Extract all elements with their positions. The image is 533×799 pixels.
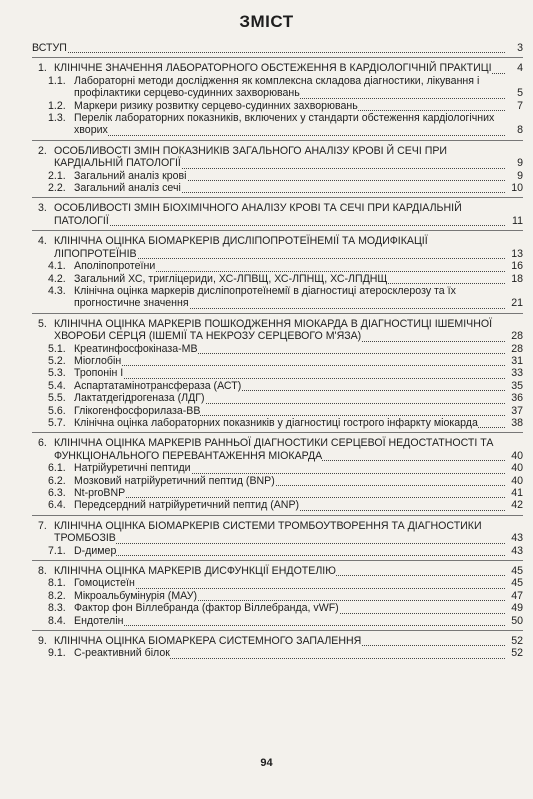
toc-subsection (32, 487, 523, 499)
toc-entry-number: 1. (38, 62, 47, 75)
toc-page-number: 42 (511, 499, 523, 512)
toc-page-number: 28 (511, 342, 523, 355)
toc-subsection (32, 170, 523, 182)
toc-entry-number: 7.1. (48, 544, 66, 557)
dot-leader (74, 134, 505, 136)
toc-page-number: 5 (517, 87, 523, 100)
dot-leader (32, 51, 505, 53)
toc-chapter (32, 565, 523, 577)
toc-subsection (32, 602, 523, 614)
toc-subsection (32, 545, 523, 557)
toc-entry-number: 5.1. (48, 342, 66, 355)
dot-leader (74, 624, 505, 626)
toc-page-number: 10 (511, 182, 523, 195)
toc-page-number: 52 (511, 647, 523, 660)
section-divider (32, 140, 523, 141)
dot-leader (54, 542, 505, 544)
dot-leader (74, 377, 505, 379)
toc-page-number: 18 (511, 272, 523, 285)
toc-subsection (32, 112, 523, 137)
toc-chapter (32, 318, 523, 343)
dot-leader (74, 364, 505, 366)
toc-page-number: 43 (511, 532, 523, 545)
toc-page-number: 3 (517, 42, 523, 54)
toc-entry-title: Nt-proBNP (74, 487, 126, 499)
toc-entry-number: 5.5. (48, 392, 66, 405)
toc-page-number: 40 (511, 474, 523, 487)
toc-entry-number: 1.1. (48, 74, 66, 87)
toc-entry-title: Маркери ризику розвитку серцево-судинних захворювань (74, 99, 358, 112)
toc-subsection (32, 475, 523, 487)
toc-entry-number: 8.2. (48, 589, 66, 602)
toc-entry-title: Натрійуретичні пептиди (74, 462, 191, 475)
dot-leader (74, 587, 505, 589)
toc-entry-number: 8.1. (48, 577, 66, 590)
toc-subsection (32, 405, 523, 417)
toc-entry-number: 6.2. (48, 474, 66, 487)
toc-entry-title: Клінічна оцінка маркерів дисліпопротеїнемії в діагностиці атеросклерозу та їх прогностичне значення (74, 284, 456, 310)
toc-entry-title: Загальний аналіз крові (74, 169, 187, 182)
section-divider (32, 197, 523, 198)
toc-page-number: 43 (511, 544, 523, 557)
toc-page-number: 4 (517, 62, 523, 75)
dot-leader (74, 554, 505, 556)
toc-subsection (32, 392, 523, 404)
section-divider (32, 630, 523, 631)
toc-subsection (32, 615, 523, 627)
toc-entry-number: 9.1. (48, 647, 66, 660)
toc-subsection (32, 260, 523, 272)
toc-page-number: 45 (511, 577, 523, 590)
toc-entry-title: Тропонін І (74, 367, 124, 380)
toc-page-number: 49 (511, 602, 523, 615)
toc-subsection (32, 273, 523, 285)
toc-subsection (32, 355, 523, 367)
toc-page-number: 40 (511, 462, 523, 475)
toc-page-number: 7 (517, 99, 523, 112)
toc-entry-title: Загальний аналіз сечі (74, 182, 181, 195)
toc-page-number: 28 (511, 330, 523, 343)
toc-entry-number: 8. (38, 565, 47, 578)
toc-entry-number: 4.1. (48, 260, 66, 273)
toc-subsection (32, 590, 523, 602)
toc-page-number: 41 (511, 487, 523, 499)
toc-entry-title: Загальний ХС, тригліцериди, ХС-ЛПВЩ, ХС-ЛПНЩ, ХС-ЛПДНЩ (74, 272, 388, 285)
toc-entry-title: Перелік лабораторних показників, включених у стандарти обстеження кардіологічних хворих (74, 112, 495, 137)
toc-chapter (32, 145, 523, 170)
toc-entry-number: 1.2. (48, 99, 66, 112)
toc-entry-title: КЛІНІЧНА ОЦІНКА БІОМАРКЕРІВ СИСТЕМИ ТРОМБОУТВОРЕННЯ ТА ДІАГНОСТИКИ ТРОМБОЗІВ (54, 519, 482, 545)
toc-entry-title: Креатинфосфокіназа-МВ (74, 342, 198, 355)
toc-entry-number: 6.1. (48, 462, 66, 475)
toc-entry-number: 2.2. (48, 182, 66, 195)
toc-subsection (32, 100, 523, 112)
toc-page-number: 8 (517, 124, 523, 137)
toc-entry-number: 4.2. (48, 272, 66, 285)
toc-entry-title: Передсердний натрійуретичний пептид (ANP) (74, 499, 300, 512)
toc-subsection (32, 367, 523, 379)
toc-entry-number: 5.4. (48, 379, 66, 392)
toc-subsection (32, 285, 523, 310)
toc-entry-title: Аполіпопротеїни (74, 260, 156, 273)
toc-entry-title: КЛІНІЧНА ОЦІНКА МАРКЕРІВ ПОШКОДЖЕННЯ МІОКАРДА В ДІАГНОСТИЦІ ІШЕМІЧНОЇ ХВОРОБИ СЕРЦЯ (ІШЕМІЇ ТА НЕКРОЗУ СЕРЦЕВОГО М'ЯЗА) (54, 317, 493, 343)
toc-entry-number: 1.3. (48, 112, 66, 125)
section-divider (32, 230, 523, 231)
section-divider (32, 313, 523, 314)
section-divider (32, 57, 523, 58)
section-divider (32, 560, 523, 561)
toc-entry-number: 4.3. (48, 284, 66, 297)
toc-entry-number: 5.7. (48, 416, 66, 429)
toc-entry-title: ОСОБЛИВОСТІ ЗМІН БІОХІМІЧНОГО АНАЛІЗУ КРОВІ ТА СЕЧІ ПРИ КАРДІАЛЬНІЙ ПАТОЛОГІЇ (54, 202, 462, 227)
toc-subsection (32, 577, 523, 589)
toc-chapter (32, 235, 523, 260)
toc-subsection (32, 380, 523, 392)
toc-chapter (32, 62, 523, 74)
section-divider (32, 515, 523, 516)
toc-page-number: 36 (511, 392, 523, 405)
toc-entry-number: 5.3. (48, 367, 66, 380)
toc-entry-title: Гомоцистеїн (74, 577, 135, 590)
toc-page-number: 13 (511, 247, 523, 260)
toc-entry-number: 2.1. (48, 169, 66, 182)
toc-entry-number: 8.4. (48, 614, 66, 627)
table-of-contents (32, 42, 523, 660)
toc-page-number: 45 (511, 565, 523, 578)
toc-entry-number: 2. (38, 144, 47, 157)
toc-entry-number: 5. (38, 317, 47, 330)
toc-subsection (32, 647, 523, 659)
toc-page-number: 38 (511, 416, 523, 429)
toc-chapter (32, 437, 523, 462)
toc-entry-title: Ендотелін (74, 614, 124, 627)
toc-page-number: 37 (511, 404, 523, 417)
toc-page-number: 9 (517, 157, 523, 170)
page-title: ЗМІСТ (239, 12, 294, 31)
toc-subsection (32, 343, 523, 355)
toc-entry (32, 42, 523, 54)
toc-entry-number: 7. (38, 519, 47, 532)
toc-page-number: 50 (511, 614, 523, 627)
toc-entry-title: Глікогенфосфорилаза-ВВ (74, 404, 201, 417)
toc-entry-title: D-димер (74, 544, 117, 557)
toc-page-number: 33 (511, 367, 523, 380)
page-number: 94 (260, 757, 273, 769)
toc-page-number: 47 (511, 589, 523, 602)
toc-chapter (32, 520, 523, 545)
toc-subsection (32, 462, 523, 474)
toc-page-number: 9 (517, 169, 523, 182)
toc-page-number: 31 (511, 354, 523, 367)
toc-page-number: 16 (511, 260, 523, 273)
toc-entry-title: Аспартатамінотрансфераза (АСТ) (74, 379, 242, 392)
toc-entry-number: 6.3. (48, 487, 66, 499)
toc-entry-title: КЛІНІЧНА ОЦІНКА МАРКЕРІВ РАННЬОЇ ДІАГНОСТИКИ СЕРЦЕВОЇ НЕДОСТАТНОСТІ ТА ФУНКЦІОНАЛЬНОГО ПЕРЕВАНТАЖЕННЯ МІОКАРДА (54, 437, 494, 462)
toc-entry-number: 6.4. (48, 499, 66, 512)
toc-entry-number: 8.3. (48, 602, 66, 615)
toc-subsection (32, 75, 523, 100)
toc-entry-title: Міоглобін (74, 354, 122, 367)
toc-subsection (32, 182, 523, 194)
toc-subsection (32, 499, 523, 511)
toc-entry-title: КЛІНІЧНА ОЦІНКА МАРКЕРІВ ДИСФУНКЦІЇ ЕНДОТЕЛІЮ (54, 565, 336, 578)
toc-entry-title: ОСОБЛИВОСТІ ЗМІН ПОКАЗНИКІВ ЗАГАЛЬНОГО АНАЛІЗУ КРОВІ Й СЕЧІ ПРИ КАРДІАЛЬНІЙ ПАТОЛОГІЇ (54, 144, 448, 170)
toc-page-number: 11 (512, 214, 523, 227)
toc-page-number: 35 (511, 379, 523, 392)
toc-entry-title: КЛІНІЧНА ОЦІНКА БІОМАРКЕРА СИСТЕМНОГО ЗАПАЛЕННЯ (54, 635, 362, 648)
toc-chapter (32, 202, 523, 227)
toc-entry-title: Лабораторні методи дослідження як комплексна складова діагностики, лікування і профілактики серцево-судинних захворювань (74, 74, 480, 100)
toc-entry-title: КЛІНІЧНА ОЦІНКА БІОМАРКЕРІВ ДИСЛІПОПРОТЕЇНЕМІЇ ТА МОДИФІКАЦІЇ ЛІПОПРОТЕЇНІВ (54, 235, 428, 260)
toc-entry-title: С-реактивний білок (74, 647, 170, 660)
toc-entry-title: Лактатдегідрогеназа (ЛДГ) (74, 392, 205, 405)
toc-entry-title: Клінічна оцінка лабораторних показників у діагностиці гострого інфаркту міокарда (74, 416, 478, 429)
section-divider (32, 432, 523, 433)
toc-entry-number: 5.2. (48, 354, 66, 367)
toc-entry-title: Мікроальбумінурія (МАУ) (74, 589, 198, 602)
toc-entry-number: 5.6. (48, 404, 66, 417)
toc-entry-title: Мозковий натрійуретичний пептид (BNP) (74, 474, 275, 487)
toc-entry-title: ВСТУП (32, 42, 67, 54)
toc-entry-title: КЛІНІЧНЕ ЗНАЧЕННЯ ЛАБОРАТОРНОГО ОБСТЕЖЕННЯ В КАРДІОЛОГІЧНІЙ ПРАКТИЦІ (54, 62, 492, 75)
toc-page-number: 52 (511, 635, 523, 648)
toc-chapter (32, 635, 523, 647)
toc-entry-number: 9. (38, 635, 47, 648)
toc-subsection (32, 417, 523, 429)
toc-entry-title: Фактор фон Віллебранда (фактор Віллебранда, vWF) (74, 602, 339, 615)
toc-entry-number: 3. (38, 202, 47, 215)
toc-entry-number: 6. (38, 437, 47, 450)
dot-leader (54, 224, 505, 226)
toc-page-number: 40 (511, 449, 523, 462)
toc-page-number: 21 (511, 297, 523, 310)
toc-entry-number: 4. (38, 235, 47, 248)
